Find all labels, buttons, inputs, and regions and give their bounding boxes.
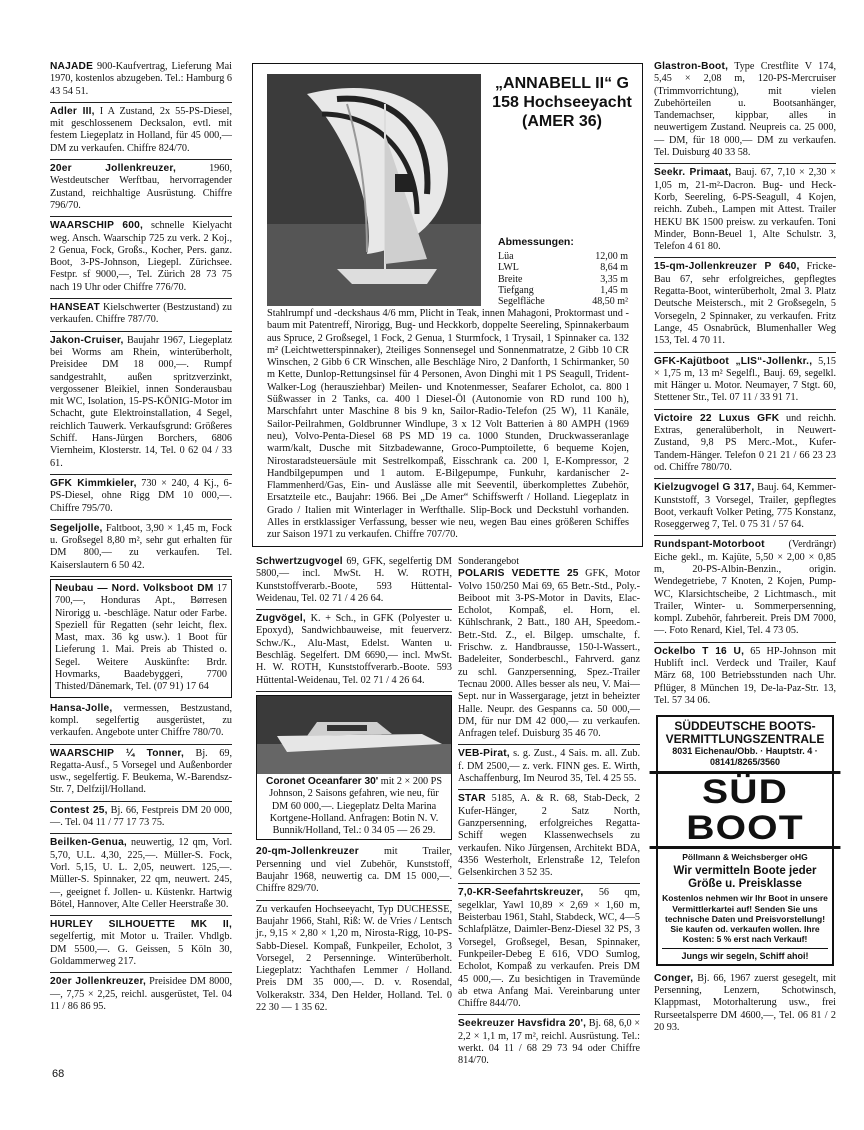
ad-text: K. + Sch., in GFK (Polyester u. Epoxyd), Sandwichbauweise, mit feuerverz. Schw./K., Alu-Mast, Edelst. Wanten u. Beschläg. Segelfert. DM 6690,— incl. MwSt. H. W. ROTH, Kunststoffverarb.-Boote. 593 Hüttental-Weidenau, Tel. 02 71 / 4 26 64. xyxy=(256,613,452,686)
dimension-row xyxy=(498,296,628,307)
sudboot-text: Kostenlos nehmen wir Ihr Boot in unsere Vermittlerkartei auf! Senden Sie uns technische Daten und Preisvorstellung! Sie kaufen od. verkaufen wollen. Ihre Kosten: 5 % erst nach Verkauf! xyxy=(662,893,828,945)
classified-ad xyxy=(256,843,452,900)
classified-ad xyxy=(458,1015,640,1071)
ad-headline: Seekreuzer Havsfidra 20', xyxy=(458,1018,587,1030)
dimension-row xyxy=(498,274,628,285)
ad-text: segelfertig, mit Motor u. Trailer. Vhdlgb. DM 5500,—. G. Geissen, 5 Köln 30, Goldammerweg 217. xyxy=(50,931,232,967)
dimension-label: Breite xyxy=(498,273,523,285)
sudboot-heading: SÜDDEUTSCHE BOOTS-VERMITTLUNGSZENTRALE xyxy=(665,719,825,747)
ad-text: neuwertig, 12 qm, Vorl. 5,70, U.L. 4,30, 225,—. Müller-S. Fock, Vorl. 5,15, U. L. 2,05, neuwert. 125,—. Müller-S. Spinnaker, 22 qm, neuwert. 245,—, geeignet f. Jollen- u. Küstenkr. Hartwig Bötel, Hannover, Alte Celler Heerstraße 30. xyxy=(50,837,232,910)
ad-headline: HANSEAT xyxy=(50,302,100,314)
classified-ad xyxy=(50,217,232,299)
ad-text: und reichh. Extras, generalüberholt, in Neuwert-Zustand, 9,8 PS Merc.-Mot., Kufer-Tandem-Hänger. Telefon 0 21 21 / 66 23 23 od. Chiffre 780/70. xyxy=(654,412,836,473)
annabell-description: Stahlrumpf und -deckshaus 4/6 mm, Plicht in Teak, innen Mahagoni, Proktormast und -baum mit Patentreff, Nirorigg, Bug- und Heckkorb, doppelte Seereling, Spinnakerbaum aus Spruce, 2 Großsegel, 1 Fock, 2 Genua, 1 Sturmfock, 1 Trysail, 1 Spinnaker ca. 132 m² (Leichtwetterspinnaker), 2teiliges Sonnensegel und Sonnenmatratze, 2 Gibb 10 CR Winschen, 2 Gibb 6 CR Winschen, alle Beschläge Niro, 2 Danforth, 1 Schirmanker, 50 m Kette, Dunlop-Rettungsinsel für 4 Personen, Avon Dinghi mit 1 PS Seagull, Trident-Walker-Log (herausziehbar) Meilen- und Knotenmesser, Seafarer Echolot, ca. 800 l Süßwasser in 2 Tanks, ca. 400 l Diesel-Öl (Autonomie von RD rund 100 h), Marschfahrt unter Maschine 8 bis 9 kn, Sailor-Radio-Telefon (25 W), 11 Kanäle, Sailor-Peilrahmen, Goldbrunner Windlupe, 3 x 12 Volt Batterien à 80 AMPH (1969 neu), Volvo-Penta-Diesel 68 PS MD 19 ca. 1000 Stunden, Druckwasseranlage warm/kalt, Dusche mit Sitzbadewanne, Groco-Pumptoilette, 6 bequeme Kojen, Nirostaradsteuersäule mit Sestrelkompaß, Eisschrank ca. 200 l, E-Kompressor, 2 Handbilgepumpen und 1 autom. E-Bilgepumpe, Funkuhr, kardanischer 2-Flammenherd/Gas, Ein- und Auslässe alle mit Seeventil, überkomplettes Zubehör, Ersatzteile etc., Baujahr: 1966. Bei „De Amer“ Schiffswerft / Holland. Liegeplatz in Grado / Italien mit Winterlager in Werfthalle. Slip-Bock und Deckstuhl vorhanden. Alles in erstklassiger Verfassung, besser wie neu, wegen Bau eines größeren Schiffes zur Saison 1971 zu verkaufen. Chiffre 707/70. xyxy=(267,308,629,541)
classified-ad xyxy=(50,475,232,520)
classified-ad xyxy=(654,643,836,711)
dimension-value: 3,35 m xyxy=(600,273,628,285)
ad-text: Kielschwerter (Bestzustand) zu verkaufen. Chiffre 787/70. xyxy=(50,302,232,326)
classified-ad xyxy=(50,103,232,160)
classified-ad xyxy=(654,353,836,410)
column-3 xyxy=(458,553,640,1072)
ad-text: Bj. 68, 6,0 × 2,2 × 1,1 m, 17 m², reichl. Ausrüstung. Tel.: werkt. 04 11 / 68 29 73 94 oder Chiffre 814/70. xyxy=(458,1018,640,1067)
classified-ad xyxy=(50,700,232,745)
dimension-value: 8,64 m xyxy=(600,262,628,274)
ad-headline: Neubau — Nord. Volksboot DM xyxy=(55,582,214,594)
ad-text: mit 2 × 200 PS Johnson, 2 Saisons gefahren, wie neu, für DM 60 000,—. Liegeplatz Delta Marina Kortgene-Holland. Anfragen: Botin N. V. Bunnik/Holland, Tel.: 0 34 05 — 26 29. xyxy=(269,775,443,837)
sudboot-logo: SÜD BOOT xyxy=(650,771,841,849)
ad-headline: Rundspant-Motorboot xyxy=(654,539,765,551)
ad-headline: Beilken-Genua, xyxy=(50,837,127,849)
classified-ad xyxy=(50,916,232,973)
classified-ad xyxy=(458,553,640,745)
ad-text: 65 HP-Johnson mit Hublift incl. Verdeck und Trailer, Kauf März 68, 100 Betriebsstunden nach Uhr. Pflüger, 8 München 19, De-la-Paz-Str. 13, Tel. 57 34 06. xyxy=(654,645,836,706)
dimension-value: 1,45 m xyxy=(600,284,628,296)
ad-headline: VEB-Pirat, xyxy=(458,748,510,760)
ad-headline: Zugvögel, xyxy=(256,613,306,625)
ad-headline: Segeljolle, xyxy=(50,522,103,534)
classified-ad xyxy=(654,258,836,352)
classified-ad xyxy=(50,973,232,1017)
classified-ad xyxy=(50,160,232,217)
ad-text: Bj. 66, Festpreis DM 20 000,—. Tel. 04 11 / 77 17 73 75. xyxy=(50,804,232,829)
ad-headline: NAJADE xyxy=(50,61,94,72)
page-number: 68 xyxy=(52,1068,65,1080)
ad-text: GFK, Motor Volvo 150/250 Mai 69, 65 Betr.-Std., Poly.-Beiboot mit 3-PS-Motor in Davits, Elac-Echolot, Kompaß, el. Horn, el. Kühlschrank, 2 Batt., 180 AH, Speedom.-Betr.-Std. Z., el. Bilgep. umschalte, f. Frischw. z. Handbrausse, 150-l-Wassert., Badeleiter, Sonderbeschl., Fahrverd. ganz zu schl. Ganzpersenning, Spez.-Trailer Tecnau 2000. Alles besser als neu, V. Mai—Sept. nur in Wassergarage, jetzt in beheizter Halle. Neupr. des Gespanns ca. 50 000,— DM, für nur DM 42 000,— zu verkaufen. Anfragen telef. Duisburg 35 46 70. xyxy=(458,568,640,740)
ad-text: Bauj. 67, 7,10 × 2,30 × 1,05 m, 21-m²-Dacron. Bug- und Heck-Korb, Seereling, 6-PS-Seagull, 4 Kojen, reichh. Zubeh., Lampen mit Attest. Trailer HEKU BK 1500 preisw. zu verkaufen. Toni Minder, Bonn-Beuel 1, Alte Schulstr. 3, Telefon 4 61 80. xyxy=(654,167,836,253)
sudboot-company: Pöllmann & Weichsberger oHG xyxy=(682,852,808,863)
classified-ad xyxy=(256,901,452,1019)
classified-ad xyxy=(50,745,232,802)
ad-headline: STAR xyxy=(458,793,486,805)
ad-headline: GFK Kimmkieler, xyxy=(50,477,137,489)
ad-text: Fricke-Bau 67, sehr erfolgreiches, gepflegtes Regatta-Boot, winterüberholt, 2mal 3. Platz Deutsche Meistersch., mit 2 Großsegeln, 5 Vorsegeln, 2 Spinnaker, zu verkaufen. Fritz Lange, 45 Osnabrück, Blumenhaller Weg 153, Tel. 4 70 11. xyxy=(654,261,836,347)
classified-ad xyxy=(50,802,232,835)
ad-text: Baujahr 1967, Liegeplatz bei Worms am Rhein, winterüberholt, Preisidee DM 18 000,—. Rumpf sandgestrahlt, außen spritzverzinkt, vergossener Bleikiel, innen Sonderausbau mit WC, Isolation, 15-PS-KÖNIG-Motor im Schacht, gute Elektroinstallation, 4 Segel, reichlich Tauwerk. Verkaufsgrund: Größeres Schiff. Hans-Jürgen Borchers, 6806 Viernheim, Klosterstr. 14, Tel. 0 62 04 / 33 61. xyxy=(50,334,232,469)
ad-text: Type Crestflite V 174, 5,45 × 2,08 m, 120-PS-Mercruiser (Trimmvorrichtung), mit vielen Zubehörteilen u. Bootsanhänger, Tandemachser, kippbar, alles in neuwertigem Zustand. Neupreis ca. 25 000,— DM, für 18 000,— DM zu verkaufen. Tel. Duisburg 40 33 58. xyxy=(654,61,836,159)
classified-ad xyxy=(458,884,640,1015)
ad-headline: Victoire 22 Luxus GFK xyxy=(654,412,780,424)
ad-headline: Adler III, xyxy=(50,105,95,117)
dimension-label: Segelfläche xyxy=(498,296,545,308)
ad-prefix: Sonderangebot xyxy=(458,556,520,567)
ad-text: 69, GFK, segelfertig DM 5800,— incl. MwSt. H. W. ROTH, Kunststoffverarb.-Boote, 593 Hüttental-Weidenau, Tel. 02 71 / 4 26 64. xyxy=(256,556,452,604)
dimensions-heading: Abmessungen: xyxy=(498,236,574,248)
classified-ad xyxy=(654,536,836,642)
ad-text: 730 × 240, 4 Kj., 6-PS-Diesel, ohne Rigg DM 10 000,—. Chiffre 795/70. xyxy=(50,477,233,514)
sudboot-ad xyxy=(656,715,834,965)
annabell-title: „ANNABELL II“ G 158 Hochseeyacht (AMER 36) xyxy=(492,75,632,130)
ad-headline: POLARIS VEDETTE 25 xyxy=(458,568,579,580)
ad-headline: 20er Jollenkreuzer, xyxy=(50,163,177,175)
ad-text: Preisidee DM 8000,—, 7,75 × 2,25, reichl. ausgerüstet, Tel. 04 11 / 86 86 95. xyxy=(50,976,232,1012)
ad-text: schnelle Kielyacht weg. Ansch. Waarschip 725 zu verk. 2 Koj., 2 Genua, Fock, Großs., Kocher, Pers. ganz. Boot, 3-PS-Johnson, Liegepl. Zürichsee. Festpr. sf 9000,—, Tel. Zürich 28 73 75 nach 19 Uhr oder Chiffre 776/70. xyxy=(50,220,232,293)
ad-headline: 20-qm-Jollenkreuzer xyxy=(256,846,359,858)
classified-ad xyxy=(458,745,640,790)
classified-ad xyxy=(50,520,232,577)
ad-text: vermessen, Bestzustand, kompl. segelfertig ausgerüstet, zu verkaufen. Angebote unter Chiffre 780/70. xyxy=(50,702,232,739)
ad-headline: Ockelbo T 16 U, xyxy=(654,645,745,657)
ad-headline: HURLEY SILHOUETTE MK II, xyxy=(50,919,232,931)
ad-headline: WAARSCHIP 600, xyxy=(50,220,143,232)
ad-headline: Seekr. Primaat, xyxy=(654,167,732,179)
dimension-label: LWL xyxy=(498,262,519,274)
dimension-row xyxy=(498,262,628,273)
ad-headline: 7,0-KR-Seefahrtskreuzer, xyxy=(458,887,584,899)
classified-ad xyxy=(50,834,232,916)
annabell-feature-ad xyxy=(252,63,643,547)
ad-headline: Schwertzugvogel xyxy=(256,556,343,567)
ad-text: Bj. 69, Regatta-Ausf., 5 Vorsegel und Außenborder usw., segelfertig. F. Beukema, W.-Barendsz-Str. 7, Delfzijl/Holland. xyxy=(50,747,232,796)
ad-text: Faltboot, 3,90 × 1,45 m, Fock u. Großsegel 8,80 m², sehr gut erhalten für DM 800,— zu verkaufen. Tel. Kaiserslautern 6 50 42. xyxy=(50,522,232,571)
classified-ad xyxy=(654,410,836,479)
ad-text: 56 qm, segelklar, Yawl 10,89 × 2,69 × 1,60 m, Beisterbau 1961, Stahl, Stabdeck, WC, 4—5 Schlafplätze, Daimler-Benz-Diesel 32 PS, 3 Vorsegel, Großsegel, Besan, Spinnaker, Funkpeiler-Debeg E 616, VDO Sumlog, Echolot, Kompaß zu verkaufen. Preis DM 45 000,—. Zu besichtigen in Travemünde ab etwa Anfang Mai. Vereinbarung unter Chiffre 844/70. xyxy=(458,887,640,1010)
ad-headline: 20er Jollenkreuzer, xyxy=(50,976,147,988)
ad-headline: Jakon-Cruiser, xyxy=(50,334,124,346)
dimension-row xyxy=(498,285,628,296)
dimensions-table xyxy=(498,251,628,307)
ad-text: 5,15 × 1,75 m, 13 m² Segelfl., Bauj. 69, segelkl. mit Hänger u. Motor. Neumayer, 7 Stgt. 60, Stettener Str., Tel. 07 11 / 33 91 71. xyxy=(654,355,837,404)
ad-headline: 15-qm-Jollenkreuzer P 640, xyxy=(654,261,800,273)
classified-ad xyxy=(50,332,232,475)
ad-text: I A Zustand, 2x 55-PS-Diesel, mit geschlossenem Decksalon, evtl. mit festem Liegeplatz in Holland, für 45 000,— DM zu verkaufen. Chiffre 824/70. xyxy=(50,105,232,154)
classified-ad xyxy=(458,790,640,884)
ad-text: 1960, Westdeutscher Werftbau, hervorragender Zustand, reichhaltige Ausrüstung. Chiffre 796/70. xyxy=(50,163,233,211)
ad-headline: Coronet Oceanfarer 30' xyxy=(265,775,379,787)
ad-text: s. g. Zust., 4 Sais. m. all. Zub. f. DM 2500,— z. verk. FINN ges. E. Wirth, Aschaffenburg, Im Neurod 35, Tel. 4 25 55. xyxy=(458,748,640,785)
ad-headline: Glastron-Boot, xyxy=(654,61,729,72)
coronet-text xyxy=(257,774,451,839)
ad-text: 17 700,—, Honduras Apt., Børresen Nirorigg u. -beschläge. Natur oder Farbe. Speziell für Regatten (sehr leicht, flex. Mast, max. 36 kg usw.). 1 Boot für Lieferung 1. Mai. Preis ab Thisted o. Segel. Weitere Auskünfte: Brdr. Hovmarks, Baadebyggeri, 7700 Thisted/Dänemark, Tel. (07 91) 17 64 xyxy=(55,582,227,693)
classified-ad xyxy=(50,579,232,698)
sudboot-footer: Jungs wir segeln, Schiff ahoi! xyxy=(662,948,828,961)
ad-text: 5185, A. & R. 68, Stab-Deck, 2 Kufer-Hänger, 2 Satz North, Ganzpersenning, erfolgreiches Regatta-Schiff wegen Klassenwechsels zu verkaufen. Niko Jürgensen, Architekt BDA, 4356 Westerholt, Erlenstraße 12, Telefon Gelsenkirchen 3 52 35. xyxy=(458,793,640,879)
classified-ad xyxy=(50,299,232,332)
sudboot-address: 8031 Eichenau/Obb. · Hauptstr. 4 · 08141/8265/3560 xyxy=(672,746,818,768)
column-4 xyxy=(654,58,836,1038)
dimension-row xyxy=(498,251,628,262)
ad-headline: WAARSCHIP ¼ Tonner, xyxy=(50,747,185,759)
ad-headline: Conger, xyxy=(654,972,694,984)
dimension-label: Tiefgang xyxy=(498,284,534,296)
ad-text: mit Trailer, Persenning und viel Zubehör, Kunststoff, Baujahr 1968, neuwertig ca. DM 15 000,—. Chiffre 829/70. xyxy=(256,846,452,895)
column-2 xyxy=(256,553,452,1018)
classified-ad xyxy=(654,58,836,164)
classified-ad xyxy=(654,970,836,1038)
coronet-ad xyxy=(256,695,452,840)
classified-ad xyxy=(256,610,452,692)
sailboat-illustration xyxy=(267,74,481,306)
ad-text: Bj. 66, 1967 zuerst gesegelt, mit Persenning, Lenzern, Schotwinsch, Klappmast, Motorhalterung usw., frei Rurseetalsperre DM 4600,—, Tel. 06 81 / 2 20 93. xyxy=(654,972,836,1033)
classified-ad xyxy=(654,479,836,536)
classified-ad xyxy=(256,553,452,610)
dimension-value: 12,00 m xyxy=(595,251,628,262)
ad-text: 900-Kaufvertrag, Lieferung Mai 1970, kostenlos abzugeben. Tel.: Hamburg 6 43 54 51. xyxy=(50,61,232,97)
ad-headline: Kielzugvogel G 317, xyxy=(654,482,755,494)
sudboot-slogan: Wir vermitteln Boote jeder Größe u. Preisklasse xyxy=(673,865,817,891)
dimension-label: Lüa xyxy=(498,251,514,262)
classified-ad xyxy=(654,164,836,258)
column-1 xyxy=(50,58,232,1017)
classified-ad xyxy=(50,58,232,103)
ad-text: Zu verkaufen Hochseeyacht, Typ DUCHESSE, Baujahr 1966, Stahl, Riß: W. de Vries / Lentsch jr., 9,15 × 2,80 × 1,20 m, Nirosta-Rigg, 10-PS-Sabb-Diesel. Kompaß, Funkpeiler, Echolot, 3 Vorsegel, 2 Persenninge. Winterüberholt. Liegeplatz: Yachthafen Lemmer / Holland. Preis DM 35 000,—. D. v. Rosendal, Volkerakstr. 334, Den Helder, Holland. Tel. 0 22 30 — 1 35 62. xyxy=(256,903,452,1014)
ad-headline: Hansa-Jolle, xyxy=(50,702,113,714)
sailboat-spinnaker-photo xyxy=(267,74,481,306)
ad-text: Bauj. 64, Kemmer-Kunststoff, 3 Vorsegel, Trailer, gepflegtes Boot, verkauft Volker Peting, 775 Konstanz, Roseggerweg 7, Tel. 0 75 31 / 57 64. xyxy=(654,482,837,531)
dimension-value: 48,50 m² xyxy=(592,296,628,308)
motorboat-photo xyxy=(257,696,451,774)
ad-headline: Contest 25, xyxy=(50,804,108,816)
ad-headline: GFK-Kajütboot „LIS“-Jollenkr., xyxy=(654,355,813,367)
ad-text: (Verdrängr) Eiche gekl., m. Kajüte, 5,50 × 2,00 × 0,85 m, 20-PS-Albin-Benzin., origin. Wendegetriebe, 7 Knoten, 2 Kojen, Pump-WC, Klarsichtscheibe, 2 Lichtmasch., mit Trailer, Winter- u. Sommerpersenning, kompl. Zubehör, fahrbereit. Preis DM 7000,—. Foto Renard, Kiel, Tel. 4 73 05. xyxy=(654,539,836,637)
